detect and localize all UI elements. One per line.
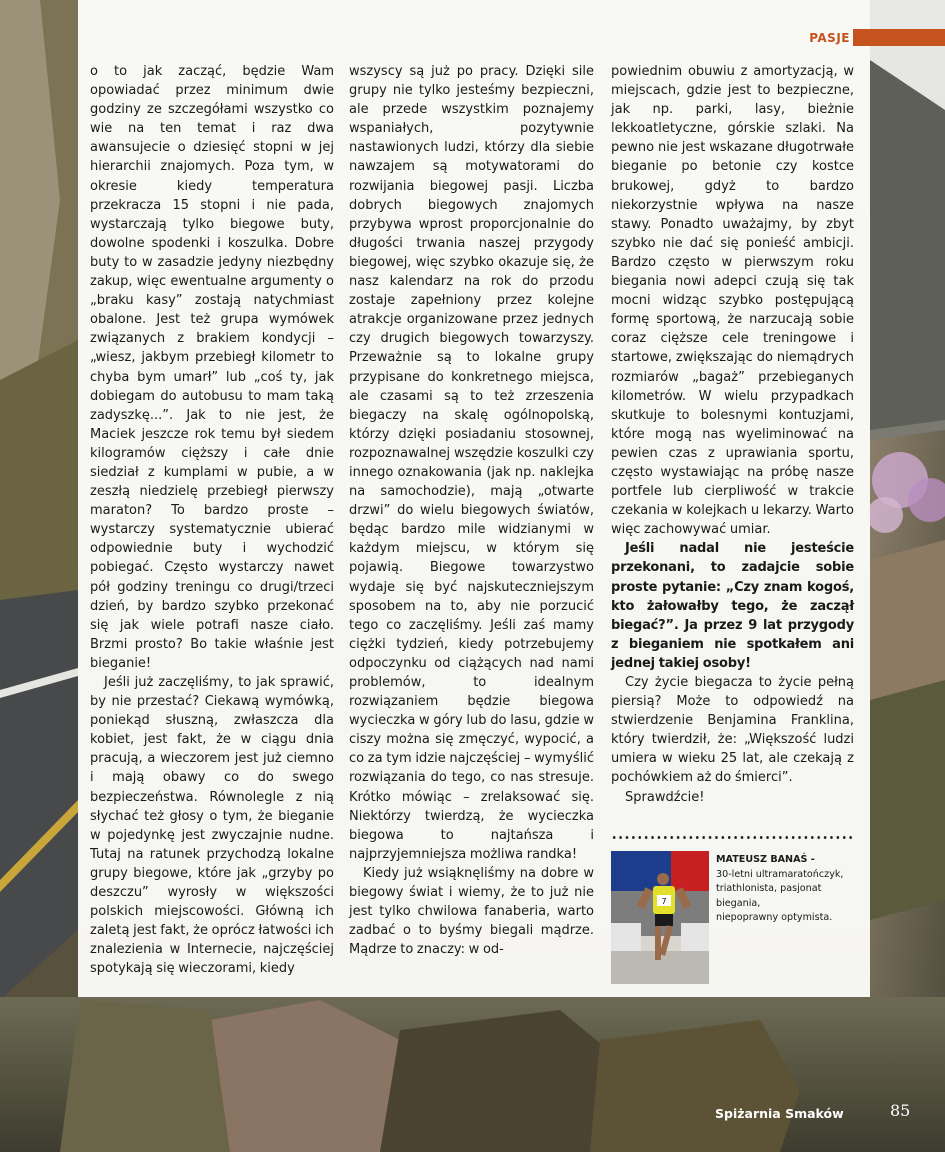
article-column-2 [349,62,594,959]
paragraph: o to jak zacząć, będzie Wam opowiadać przez minimum dwie godziny ze szczegółami wszystko co wie na ten temat i raz dwa awansujecie o dziesięć stopni w jej hierarchii znajomych. Poza tym, w okresie kiedy temperatura przekracza 15 stopni i nie pada, wystarczają tylko biegowe buty, dowolne spodenki i koszulka. Dobre buty to w zasadzie jedyny niezbędny zakup, więc ewentualne argumenty o „braku kasy” zostają natychmiast obalone. Jest też grupa wymówek związanych z brakiem kondycji – „wiesz, jakbym przebiegł kilometr to chyba bym umarł” lub „coś ty, jak dobiegam do autobusu to mam taką zadyszkę...”. Jak to nie jest, że Maciek jeszcze rok temu był siedem kilogramów cięższy i całe dnie siedział z kumplami w pubie, a w zeszłą niedzielę przebiegł pierwszy maraton? To bardzo proste – wystarczy systematycznie ubierać odpowiednie buty i wychodzić pobiegać. Często wystarczy nawet pół godziny treningu co drugi/trzeci dzień, by bardzo szybko przekonać się jak wiele potrafi nasze ciało. Brzmi prosto? Bo takie właśnie jest bieganie! [90,64,334,671]
paragraph: Sprawdźcie! [625,789,705,805]
section-tag [800,28,945,48]
paragraph: powiednim obuwiu z amortyzacją, w miejscach, gdzie jest to bezpieczne, jak np. parki, lasy, bieżnie lekkoatletyczne, górskie szlaki. Na pewno nie jest wskazane długotrwałe bieganie po betonie czy kostce brukowej, gdyż to bardzo niekorzystnie wpływa na nasze stawy. Ponadto uważajmy, by zbyt szybko nie dać się ponieść ambicji. Bardzo często w pierwszym roku biegania nowi adepci czują się tak mocni widząc szybko postępującą formę sportową, że narzucają sobie coraz cięższe cele treningowe i startowe, zwiększając do niemądrych rozmiarów „bagaż” przebieganych kilometrów. W wielu przypadkach skutkuje to bolesnymi kontuzjami, które mogą nas wyeliminować na pewien czas z uprawiania sportu, często wystawiając na próbę nasze portfele lub cierpliwość w trakcie czekania w kolejkach u lekarzy. Warto więc zachowywać umiar. [611,64,854,538]
section-label: PASJE [809,31,850,45]
page-number: 85 [890,1101,911,1120]
section-accent-bar [853,29,945,46]
bib-number: 7 [661,897,667,906]
closing-question-paragraph: Jeśli nadal nie jesteście przekonani, to zadajcie sobie proste pytanie: „Czy znam kogoś, kto żałowałby tego, że zaczął biegać?”. Ja przez 9 lat przygody z bieganiem nie spotkałem ani jednej takiej osoby! [611,541,854,671]
author-bio-line: triathlonista, pasjonat [716,883,822,894]
author-name: MATEUSZ BANAŚ - [716,854,815,865]
paragraph: Kiedy już wsiąknęliśmy na dobre w biegowy świat i wiemy, że to już nie jest tylko chwilowa fanaberia, warto zadbać o to byśmy biegali mądrze. Mądrze to znaczy: w od- [349,865,594,958]
paragraph: Czy życie biegacza to życie pełną piersią? Może to odpowiedź na stwierdzenie Benjamina Franklina, który twierdził, że: „Większość ludzi umiera w wieku 25 lat, ale czekają z pochówkiem aż do śmierci”. [611,675,854,786]
magazine-name: Spiżarnia Smaków [715,1106,844,1121]
author-bio-line: biegania, [716,897,761,909]
paragraph: Jeśli już zaczęliśmy, to jak sprawić, by nie przestać? Ciekawą wymówką, poniekąd słuszną, zwłaszcza dla kobiet, jest fakt, że w ciągu dnia pracują, a wieczorem jest już ciemno i mają obawy co do swego bezpieczeństwa. Równolegle z nią słychać też głosy o tym, że bieganie w pojedynkę jest zwyczajnie nudne. Tutaj na ratunek przychodzą lokalne grupy biegowe, które jak „grzyby po deszczu” wyrosły w większości polskich miejscowości. Główną ich zaletą jest fakt, że oprócz łatwości ich znalezienia w Internecie, najczęściej spotykają się wieczorami, kiedy [90,675,334,977]
author-bio-line: niepoprawny optymista. [716,912,833,923]
author-bio [716,853,861,926]
article-column-1 [90,62,334,979]
author-bio-line: 30-letni ultramaratończyk, [716,868,844,880]
paragraph: wszyscy są już po pracy. Dzięki sile grupy nie tylko jesteśmy bezpieczni, ale przede wszystkim poznajemy wspaniałych, pozytywnie nastawionych ludzi, którzy dla siebie nawzajem są motywatorami do rozwijania biegowej pasji. Liczba dobrych biegowych znajomych przybywa wprost proporcjonalnie do długości trwania naszej przygody biegowej, więc szybko okazuje się, że nasz kalendarz na rok do przodu zostaje zapełniony przez kolejne atrakcje organizowane przez jednych czy drugich biegowych towarzyszy. Przeważnie są to lokalne grupy przypisane do konkretnego miejsca, ale czasami są to też zrzeszenia biegaczy na skalę ogólnopolską, którzy dzięki posiadaniu stosownej, rozpoznawalnej wszędzie koszulki czy innego oznakowania (jak np. naklejka na samochodzie), mają „otwarte drzwi” do wielu biegowych światów, będąc bardzo mile widzianymi w każdym miejscu, w którym się pojawią. Biegowe towarzystwo wydaje się być najskuteczniejszym sposobem na to, aby nie porzucić tego co zaczęliśmy. Jeśli zaś mamy ciężki tydzień, kiedy potrzebujemy odpoczynku od ciążących nad nami problemów, to idealnym rozwiązaniem będzie biegowa wycieczka w góry lub do lasu, gdzie w ciszy można się zmęczyć, wypocić, a co za tym idzie najczęściej – wymyślić rozwiązania do tego, co nas stresuje. Krótko mówiąc – zrelaksować się. Niektórzy twierdzą, że wycieczka biegowa to najtańsza i najprzyjemniejsza możliwa randka! [349,64,594,862]
article-column-3 [611,62,854,807]
dotted-divider [611,836,854,839]
author-photo [611,851,709,984]
